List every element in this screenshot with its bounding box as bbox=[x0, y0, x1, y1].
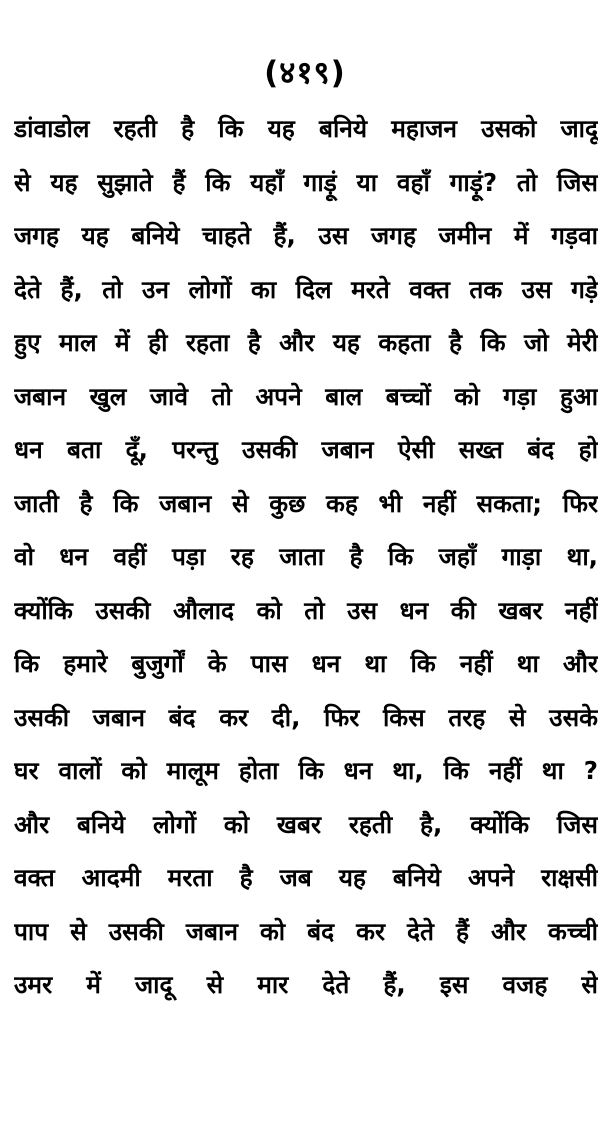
text-line: उमर में जादू से मार देते हैं, इस वजह से bbox=[14, 970, 598, 999]
text-line: जगह यह बनिये चाहते हैं, उस जगह जमीन में गड़वा bbox=[14, 221, 598, 250]
text-line: पाप से उसकी जबान को बंद कर देते हैं और कच्ची bbox=[14, 916, 598, 946]
text-line: जबान खुल जावे तो अपने बाल बच्चों को गड़ा हुआ bbox=[14, 381, 598, 411]
text-line: धन बता दूँ, परन्तु उसकी जबान ऐसी सख्त बंद हो bbox=[14, 435, 598, 464]
text-line: उसकी जबान बंद कर दी, फिर किस तरह से उसके bbox=[14, 702, 598, 732]
text-line: डांवाडोल रहती है कि यह बनिये महाजन उसको जादू bbox=[14, 114, 598, 143]
text-line: से यह सुझाते हैं कि यहाँ गाड़ूं या वहाँ गाड़ूं? तो जिस bbox=[14, 167, 598, 197]
body-text bbox=[14, 102, 598, 1012]
text-line: जाती है कि जबान से कुछ कह भी नहीं सकता; फिर bbox=[14, 488, 598, 518]
text-line: घर वालों को मालूम होता कि धन था, कि नहीं था ? bbox=[14, 756, 598, 785]
text-line: हुए माल में ही रहता है और यह कहता है कि जो मेरी bbox=[14, 328, 598, 357]
text-line: वक्त आदमी मरता है जब यह बनिये अपने राक्षसी bbox=[14, 863, 598, 892]
text-line: कि हमारे बुजुर्गों के पास धन था कि नहीं था और bbox=[14, 649, 598, 678]
text-line: वो धन वहीं पड़ा रह जाता है कि जहाँ गाड़ा था, bbox=[14, 542, 598, 571]
text-line: क्योंकि उसकी औलाद को तो उस धन की खबर नहीं bbox=[14, 595, 598, 625]
text-line: और बनिये लोगों को खबर रहती है, क्योंकि जिस bbox=[14, 809, 598, 839]
page-number: (४१९) bbox=[264, 55, 346, 91]
text-line: देते हैं, तो उन लोगों का दिल मरते वक्त तक उस गड़े bbox=[14, 274, 598, 304]
